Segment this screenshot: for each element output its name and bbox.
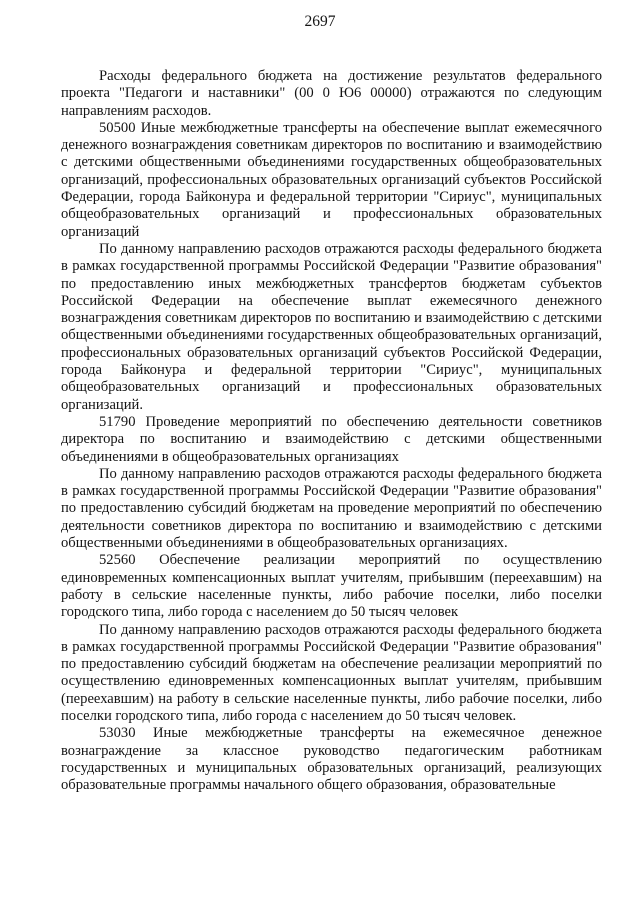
paragraph-code-51790: 51790 Проведение мероприятий по обеспечению деятельности советников директора по воспитанию и взаимодействию с детскими общественными объединениями в общеобразовательных организациях: [61, 413, 602, 465]
paragraph-code-50500: 50500 Иные межбюджетные трансферты на обеспечение выплат ежемесячного денежного вознаграждения советникам директоров по воспитанию и взаимодействию с детскими общественными объединениями государственных общеобразовательных организаций, профессиональных образовательных организаций субъектов Российской Федерации, города Байконура и федеральной территории "Сириус", муниципальных общеобразовательных организаций и профессиональных образовательных организаций: [61, 119, 602, 240]
page-number: 2697: [304, 13, 336, 30]
paragraph-intro: Расходы федерального бюджета на достижение результатов федерального проекта "Педагоги и наставники" (00 0 Ю6 00000) отражаются по следующим направлениям расходов.: [61, 68, 602, 119]
paragraph-code-53030: 53030 Иные межбюджетные трансферты на ежемесячное денежное вознаграждение за классное руководство педагогическим работникам государственных и муниципальных образовательных организаций, реализующих образовательные программы начального общего образования, образовательные: [61, 725, 602, 794]
paragraph-51790-description: По данному направлению расходов отражаются расходы федерального бюджета в рамках государственной программы Российской Федерации "Развитие образования" по предоставлению субсидий бюджетам на проведение мероприятий по обеспечению деятельности советников директора по воспитанию и взаимодействию с детскими общественными объединениями в общеобразовательных организациях.: [61, 465, 602, 552]
paragraph-code-52560: 52560 Обеспечение реализации мероприятий по осуществлению единовременных компенсационных выплат учителям, прибывшим (переехавшим) на работу в сельские населенные пункты, либо рабочие поселки, либо поселки городского типа, либо города с населением до 50 тысяч человек: [61, 552, 602, 621]
paragraph-50500-description: По данному направлению расходов отражаются расходы федерального бюджета в рамках государственной программы Российской Федерации "Развитие образования" по предоставлению иных межбюджетных трансфертов бюджетам субъектов Российской Федерации на обеспечение выплат ежемесячного денежного вознаграждения советникам директоров по воспитанию и взаимодействию с детскими общественными объединениями государственных общеобразовательных организаций, профессиональных образовательных организаций субъектов Российской Федерации, города Байконура и федеральной территории "Сириус", муниципальных общеобразовательных организаций и профессиональных образовательных организаций.: [61, 240, 602, 413]
paragraph-52560-description: По данному направлению расходов отражаются расходы федерального бюджета в рамках государственной программы Российской Федерации "Развитие образования" по предоставлению субсидий бюджетам на обеспечение реализации мероприятий по осуществлению единовременных компенсационных выплат учителям, прибывшим (переехавшим) на работу в сельские населенные пункты, либо рабочие поселки, либо поселки городского типа, либо города с населением до 50 тысяч человек.: [61, 621, 602, 724]
document-body: [61, 68, 602, 794]
